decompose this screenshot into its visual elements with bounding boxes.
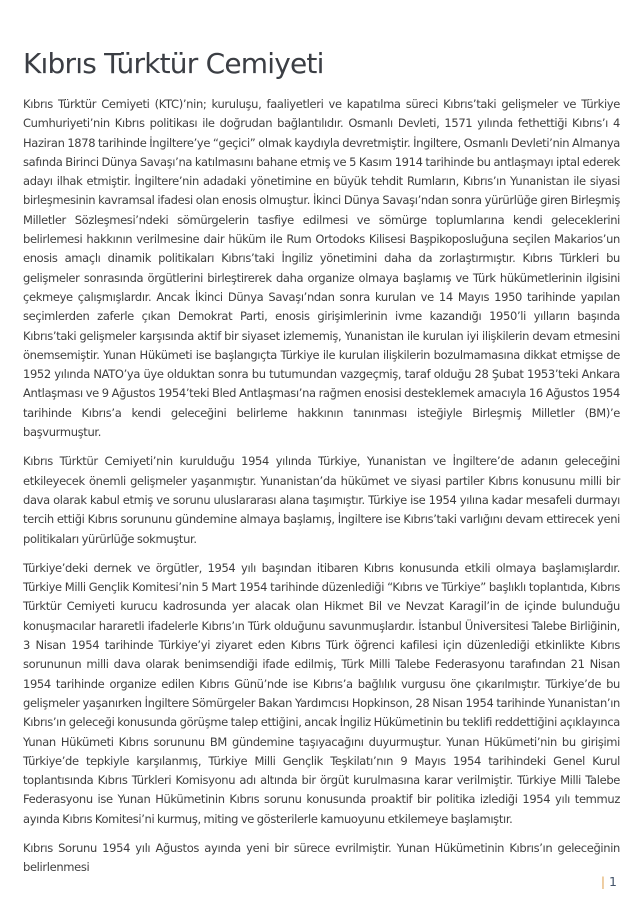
page-title: Kıbrıs Türktür Cemiyeti bbox=[23, 47, 324, 80]
body-paragraph: Türkiye’deki dernek ve örgütler, 1954 yılı başından itibaren Kıbrıs konusunda etkili olmaya başlamışlardır. Türkiye Milli Gençlik Komitesi’nin 5 Mart 1954 tarihinde düzenlediği “Kıbrıs ve Türkiye” başlıklı toplantıda, Kıbrıs Türktür Cemiyeti kurucu kadrosunda yer alacak olan Hikmet Bil ve Nevzat Karagil’in de içinde bulunduğu konuşmacılar hararetli ifadelerle Kıbrıs’ın Türk olduğunu savunmuşlardır. İstanbul Üniversitesi Talebe Birliğinin, 3 Nisan 1954 tarihinde Türkiye’yi ziyaret eden Kıbrıs Türk öğrenci kafilesi için düzenlediği etkinlikte Kıbrıs sorununun milli dava olarak benimsendiği ifade edilmiş, Türk Milli Talebe Federasyonu tarafından 21 Nisan 1954 tarihinde organize edilen Kıbrıs Günü’nde ise Kıbrıs’a bağlılık vurgusu öne çıkarılmıştır. Türkiye’de bu gelişmeler yaşanırken İngiltere Sömürgeler Bakan Yardımcısı Hopkinson, 28 Nisan 1954 tarihinde Yunanistan’ın Kıbrıs’ın geleceği konusunda görüşme talep ettiğini, ancak İngiliz Hükümetinin bu teklifi reddettiğini açıklayınca Yunan Hükümeti Kıbrıs sorununu BM gündemine taşıyacağını duyurmuştur. Yunan Hükümeti’nin bu girişimi Türkiye’de tepkiyle karşılanmış, Türkiye Milli Gençlik Teşkilatı’nın 9 Mayıs 1954 tarihindeki Genel Kurul toplantısında Kıbrıs Türkleri Komisyonu adı altında bir örgüt kurulmasına karar verilmiştir. Türkiye Milli Talebe Federasyonu ise Yunan Hükümetinin Kıbrıs sorunu konusunda proaktif bir politika izlediği 1954 yılı temmuz ayında Kıbrıs Komitesi’ni kurmuş, miting ve gösterilerle kamuoyunu etkilemeye başlamıştır. bbox=[23, 560, 620, 826]
page-footer bbox=[600, 873, 617, 889]
body-paragraph: Kıbrıs Sorunu 1954 yılı Ağustos ayında yeni bir sürece evrilmiştir. Yunan Hükümetinin Kıbrıs’ın geleceğinin belirlenmesi bbox=[23, 840, 620, 875]
footer-separator: | bbox=[600, 873, 606, 889]
body-paragraph: Kıbrıs Türktür Cemiyeti (KTC)’nin; kuruluşu, faaliyetleri ve kapatılma süreci Kıbrıs’taki gelişmeler ve Türkiye Cumhuriyeti’nin Kıbrıs politikası ile doğrudan bağlantılıdır. Osmanlı Devleti, 1571 yılında fethettiği Kıbrıs’ı 4 Haziran 1878 tarihinde İngiltere’ye “geçici” olmak kaydıyla devretmiştir. İngiltere, Osmanlı Devleti’nin Almanya safında Birinci Dünya Savaşı’na katılmasını bahane etmiş ve 5 Kasım 1914 tarihinde bu antlaşmayı iptal ederek adayı ilhak etmiştir. İngiltere’nin adadaki yönetimine en büyük tehdit Rumların, Kıbrıs’ın Yunanistan ile siyasi birleşmesinin kavramsal ifadesi olan enosis olmuştur. İkinci Dünya Savaşı’ndan sonra yürürlüğe giren Birleşmiş Milletler Sözleşmesi’ndeki sömürgelerin tasfiye edilmesi ve sömürge toplumlarına kendi geleceklerini belirlemesi hakkının verilmesine dair hüküm ile Rum Ortodoks Kilisesi Başpikoposluğuna seçilen Makarios’un enosis amaçlı dinamik politikaları Kıbrıs’taki İngiliz yönetimini daha da zorlaştırmıştır. Kıbrıs Türkleri bu gelişmeler sonrasında örgütlerini birleştirerek daha organize olmaya başlamış ve Türk hükümetlerinin ilgisini çekmeye çalışmışlardır. Ancak İkinci Dünya Savaşı’ndan sonra kurulan ve 14 Mayıs 1950 tarihinde yapılan seçimlerden zaferle çıkan Demokrat Parti, enosis girişimlerinin ivme kazandığı 1950’li yılların başında Kıbrıs’taki gelişmeler karşısında aktif bir siyaset izlememiş, Yunanistan ile kurulan iyi ilişkilerin devam etmesini önemsemiştir. Yunan Hükümeti ise başlangıçta Türkiye ile kurulan ilişkilerin bozulmamasına dikkat etmişse de 1952 yılında NATO’ya üye olduktan sonra bu tutumundan vazgeçmiş, taraf olduğu 28 Şubat 1953’teki Ankara Antlaşması ve 9 Ağustos 1954’teki Bled Antlaşması’na rağmen enosisi desteklemek amacıyla 16 Ağustos 1954 tarihinde Kıbrıs’a kendi geleceğini belirleme hakkının tanınması isteğiyle Birleşmiş Milletler (BM)’e başvurmuştur. bbox=[23, 97, 620, 440]
body-paragraph: Kıbrıs Türktür Cemiyeti’nin kurulduğu 1954 yılında Türkiye, Yunanistan ve İngiltere’de adanın geleceğini etkileyecek önemli gelişmeler yaşanmıştır. Yunanistan’da hükümet ve siyasi partiler Kıbrıs konusunu milli bir dava olarak kabul etmiş ve sorunu uluslararası alana taşımıştır. Türkiye ise 1954 yılına kadar mesafeli durmayı tercih ettiği Kıbrıs sorununu gündemine almaya başlamış, İngiltere ise Kıbrıs’taki varlığını devam ettirecek yeni politikaları yürürlüğe sokmuştur. bbox=[23, 454, 620, 546]
footer-page-number: 1 bbox=[609, 873, 617, 889]
